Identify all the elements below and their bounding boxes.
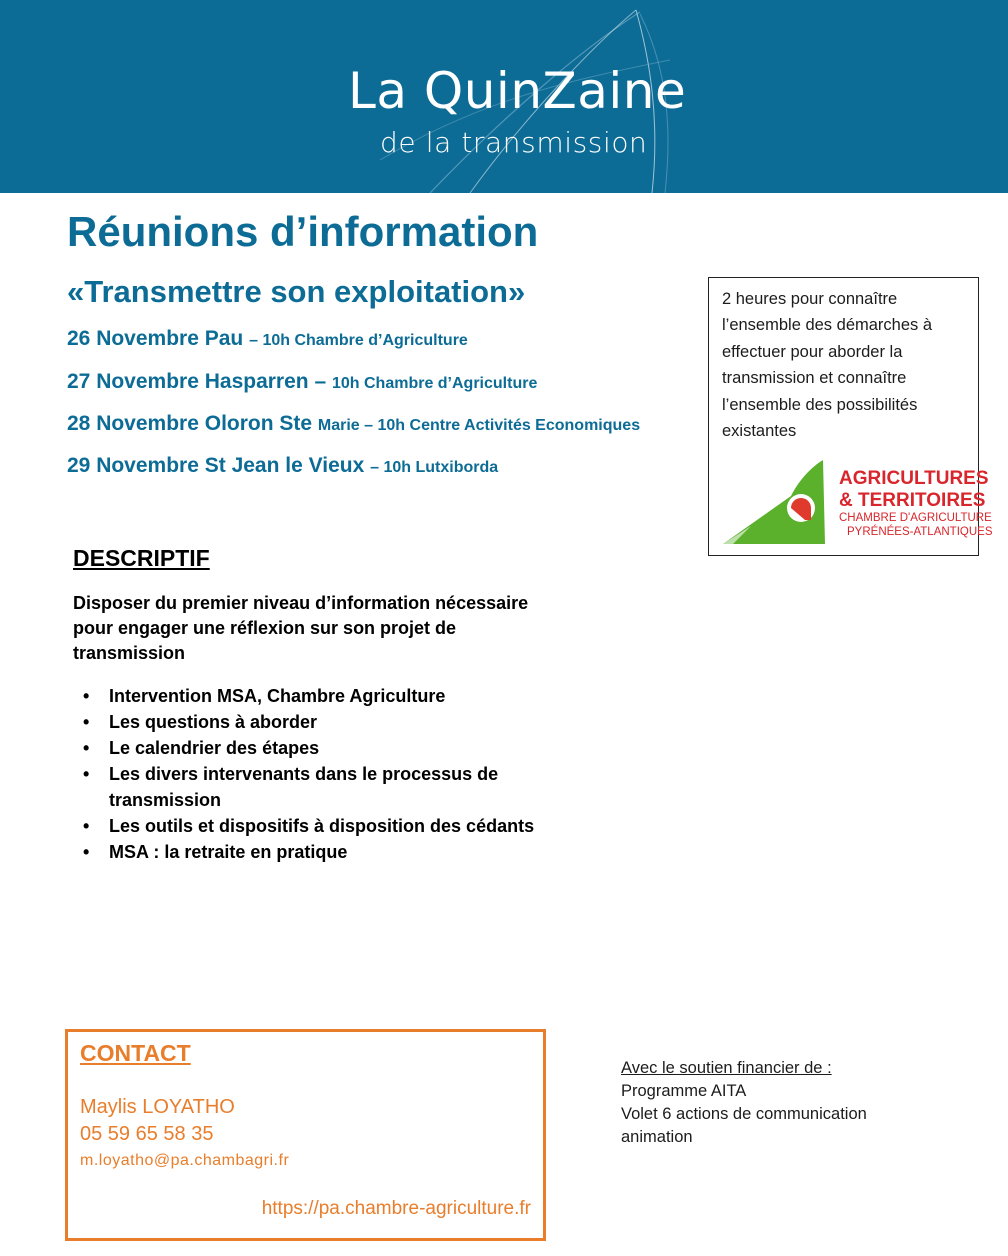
meeting-details: – 10h Lutxiborda <box>370 459 499 476</box>
support-line: Programme AITA <box>621 1082 747 1100</box>
meeting-item <box>67 370 537 394</box>
contact-name: Maylis LOYATHO <box>80 1096 235 1118</box>
support-title: Avec le soutien financier de : <box>621 1059 832 1077</box>
logo-line-4: PYRÉNÉES-ATLANTIQUES <box>847 526 993 538</box>
header-banner <box>0 0 1008 193</box>
meeting-details: 10h Chambre d’Agriculture <box>331 375 538 392</box>
contact-phone[interactable]: 05 59 65 58 35 <box>80 1123 214 1145</box>
logo-title: La QuinZaine <box>348 62 687 120</box>
meeting-date: 29 Novembre St Jean le Vieux <box>67 454 371 477</box>
list-item: • Intervention MSA, Chambre Agriculture <box>73 684 573 710</box>
page-subtitle: «Transmettre son exploitation» <box>67 274 526 309</box>
logo-subtitle: de la transmission <box>380 126 648 159</box>
meeting-date: 27 Novembre Hasparren – <box>67 370 332 393</box>
contact-box <box>65 1029 546 1241</box>
website-link[interactable]: https://pa.chambre-agriculture.fr <box>261 1198 531 1219</box>
logo-line-1: AGRICULTURES <box>839 468 989 489</box>
list-item: • Le calendrier des étapes <box>73 736 573 762</box>
meeting-details: Marie – 10h Centre Activités Economiques <box>317 417 641 434</box>
list-item: • Les outils et dispositifs à disposition des cédants <box>73 814 573 840</box>
list-item: • Les questions à aborder <box>73 710 573 736</box>
list-item: • MSA : la retraite en pratique <box>73 840 573 866</box>
list-item: • Les divers intervenants dans le processus de transmission <box>73 762 573 813</box>
meeting-item <box>67 454 499 477</box>
meeting-item <box>67 412 640 436</box>
meeting-date: 26 Novembre Pau <box>67 327 250 350</box>
chambre-agriculture-logo <box>721 456 993 548</box>
logo-line-3: CHAMBRE D'AGRICULTURE <box>839 512 992 524</box>
descriptif-list <box>73 684 573 866</box>
meeting-item <box>67 327 468 351</box>
contact-email-link[interactable]: m.loyatho@pa.chambagri.fr <box>80 1152 290 1169</box>
descriptif-title: DESCRIPTIF <box>73 545 210 571</box>
contact-title: CONTACT <box>80 1040 191 1066</box>
meeting-date: 28 Novembre Oloron Ste <box>67 412 318 435</box>
meeting-details: – 10h Chambre d’Agriculture <box>249 332 468 349</box>
info-box <box>708 277 993 556</box>
support-line: Volet 6 actions de communication animation <box>621 1105 867 1146</box>
logo-line-2: & TERRITOIRES <box>839 490 986 511</box>
support-section <box>621 1057 921 1149</box>
descriptif-text: Disposer du premier niveau d’information nécessaire pour engager une réflexion sur son projet de transmission <box>73 593 529 663</box>
info-text: 2 heures pour connaître l’ensemble des démarches à effectuer pour aborder la transmission et connaître l’ensemble des possibilités existantes <box>722 290 933 441</box>
page-title: Réunions d’information <box>67 208 539 255</box>
